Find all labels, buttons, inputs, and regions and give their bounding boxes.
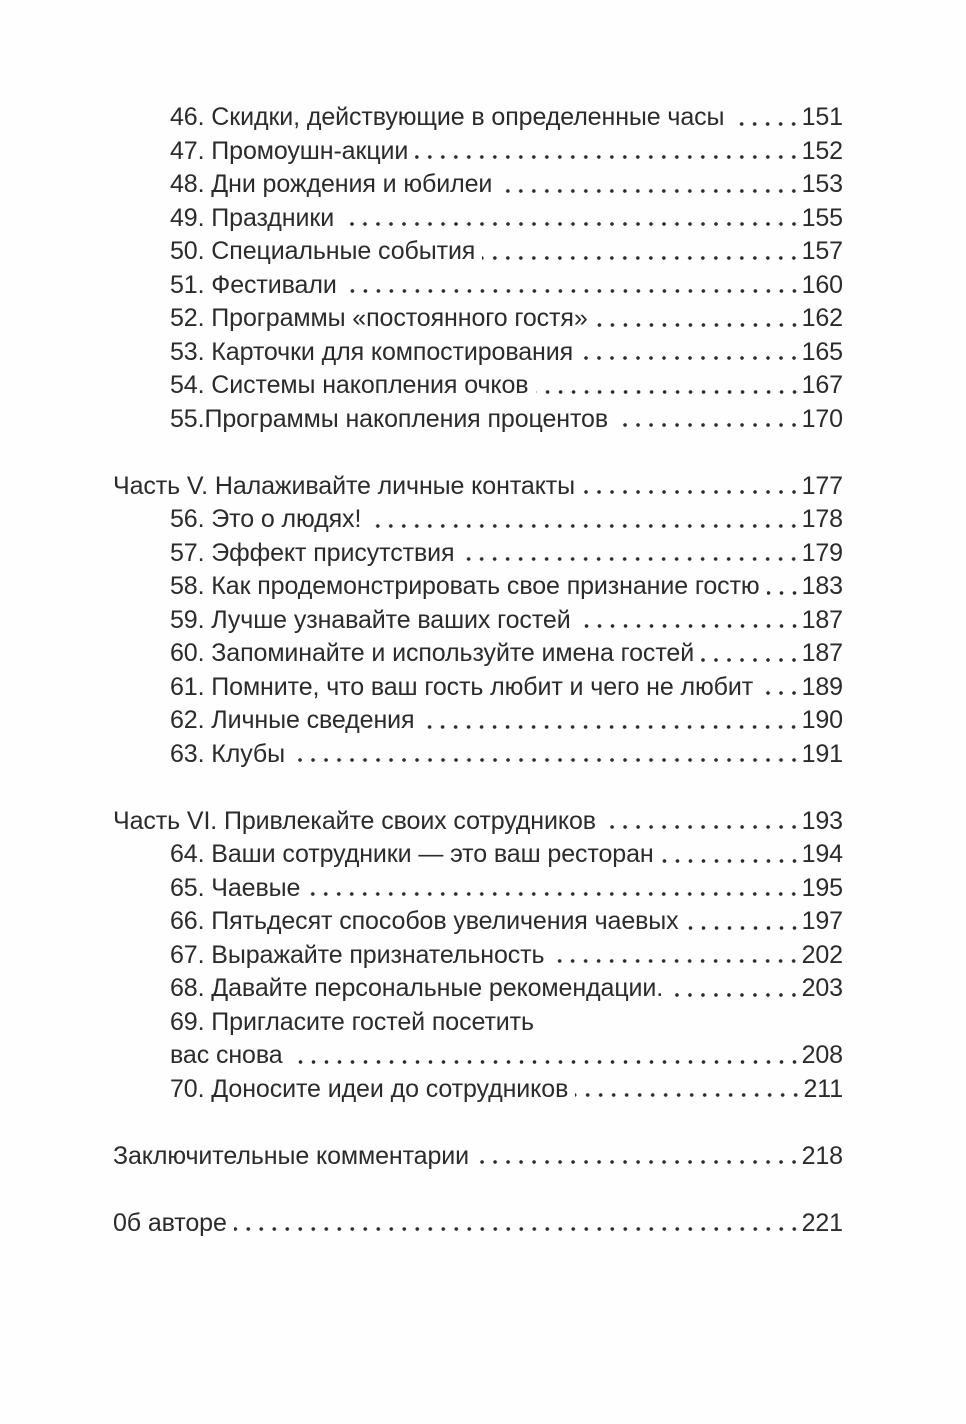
dot-leader	[476, 1160, 801, 1164]
toc-row-backmatter	[113, 1140, 843, 1174]
toc-entry-title: Часть VI. Привлекайте своих сотрудников	[113, 806, 596, 835]
toc-page-number: 152	[801, 136, 843, 165]
toc-entry-title: 69. Пригласите гостей посетить	[170, 1007, 534, 1036]
dot-leader	[575, 1093, 802, 1097]
dot-leader	[603, 825, 801, 829]
toc-entry-title: 55.Программы накопления процентов	[170, 404, 609, 433]
toc-row-chapter	[113, 838, 843, 872]
dot-leader	[234, 1227, 801, 1231]
toc-page-number: 208	[801, 1041, 843, 1069]
dot-leader	[368, 524, 800, 528]
toc-entry-title: 64. Ваши сотрудники — это ваш ресторан	[170, 840, 654, 868]
dot-leader	[701, 658, 801, 662]
toc-page-number: 197	[801, 907, 843, 935]
dot-leader	[731, 122, 800, 126]
toc-page-number: 190	[801, 706, 843, 734]
toc-page-number: 211	[803, 1074, 843, 1103]
dot-leader	[580, 356, 801, 360]
toc-spacer	[113, 1173, 843, 1207]
toc-page-number: 195	[801, 873, 843, 902]
dot-leader	[582, 490, 801, 494]
dot-leader	[536, 390, 801, 394]
table-of-contents	[113, 101, 843, 1240]
dot-leader	[344, 289, 801, 293]
toc-page-number: 151	[801, 103, 843, 131]
toc-page-number: 155	[801, 203, 843, 232]
toc-page-number: 191	[801, 739, 843, 768]
toc-row-chapter	[113, 503, 843, 537]
toc-row-chapter	[113, 570, 843, 604]
dot-leader	[595, 323, 801, 327]
toc-entry-title: 58. Как продемонстрировать свое признание гостю	[170, 572, 760, 600]
toc-entry-title: 54. Системы накопления очков	[170, 371, 529, 399]
toc-entry-title: 70. Доносите идеи до сотрудников	[170, 1074, 569, 1103]
toc-page-number: 189	[801, 672, 843, 701]
dot-leader	[760, 691, 801, 695]
dot-leader	[461, 557, 800, 561]
toc-page-number: 153	[801, 170, 843, 198]
dot-leader	[482, 256, 800, 260]
toc-row-chapter	[113, 905, 843, 939]
toc-row-backmatter	[113, 1207, 843, 1241]
dot-leader	[670, 993, 800, 997]
toc-page-number: 167	[801, 371, 843, 399]
toc-entry-title: 48. Дни рождения и юбилеи	[170, 170, 493, 198]
dot-leader	[686, 926, 801, 930]
toc-row-chapter	[113, 738, 843, 772]
toc-entry-title: 61. Помните, что ваш гость любит и чего не любит	[170, 672, 754, 701]
toc-page-number: 193	[801, 806, 843, 835]
toc-row-chapter	[113, 1073, 843, 1107]
dot-leader	[341, 222, 801, 226]
toc-entry-title: 50. Специальные события	[170, 237, 476, 265]
toc-page-number: 162	[801, 304, 843, 332]
toc-entry-title: вас снова	[170, 1041, 283, 1069]
toc-row-chapter	[113, 302, 843, 336]
toc-entry-title: 68. Давайте персональные рекомендации.	[170, 974, 664, 1002]
toc-entry-title: 60. Запоминайте и используйте имена гостей	[170, 639, 695, 667]
dot-leader	[767, 591, 801, 595]
toc-entry-title: 0б авторе	[113, 1208, 227, 1237]
toc-spacer	[113, 771, 843, 805]
toc-page-number: 194	[801, 840, 843, 868]
toc-page-number: 221	[801, 1208, 843, 1237]
toc-entry-title: 59. Лучше узнавайте ваших гостей	[170, 605, 571, 634]
toc-page-number: 179	[801, 538, 843, 567]
toc-row-chapter	[113, 336, 843, 370]
toc-entry-title: 46. Скидки, действующие в определенные часы	[170, 103, 725, 131]
toc-row-chapter	[113, 604, 843, 638]
toc-entry-title: Часть V. Налаживайте личные контакты	[113, 471, 576, 500]
toc-entry-title: 52. Программы «постоянного гостя»	[170, 304, 588, 332]
toc-entry-title: 49. Праздники	[170, 203, 335, 232]
toc-row-chapter	[113, 671, 843, 705]
dot-leader	[415, 155, 800, 159]
toc-row-continuation	[113, 1039, 843, 1073]
dot-leader	[421, 725, 800, 729]
toc-row-chapter	[113, 168, 843, 202]
toc-page-number: 170	[801, 404, 843, 433]
toc-entry-title: 53. Карточки для компостирования	[170, 337, 574, 366]
dot-leader	[615, 423, 801, 427]
toc-page-number: 157	[801, 237, 843, 265]
toc-page-number: 202	[801, 940, 843, 969]
toc-entry-title: 51. Фестивали	[170, 270, 337, 299]
toc-page-number: 203	[801, 974, 843, 1002]
dot-leader	[551, 959, 800, 963]
toc-entry-title: 56. Это о людях!	[170, 505, 362, 533]
toc-row-chapter	[113, 872, 843, 906]
dot-leader	[578, 624, 801, 628]
toc-row-chapter	[113, 369, 843, 403]
toc-entry-title: 66. Пятьдесят способов увеличения чаевых	[170, 907, 679, 935]
toc-page-number: 187	[801, 639, 843, 667]
toc-entry-title: Заключительные комментарии	[113, 1141, 469, 1170]
toc-row-chapter	[113, 704, 843, 738]
toc-row-chapter	[113, 235, 843, 269]
toc-row-chapter	[113, 202, 843, 236]
dot-leader	[292, 758, 801, 762]
toc-row-chapter	[113, 403, 843, 437]
toc-row-chapter	[113, 972, 843, 1006]
toc-row-part	[113, 805, 843, 839]
toc-page-number: 165	[801, 337, 843, 366]
toc-entry-title: 47. Промоушн-акции	[170, 136, 409, 165]
dot-leader	[290, 1060, 801, 1064]
toc-page-number: 178	[801, 505, 843, 533]
toc-entry-title: 65. Чаевые	[170, 873, 301, 902]
toc-row-chapter	[113, 537, 843, 571]
toc-page-number: 177	[801, 471, 843, 500]
toc-row-chapter-nopage	[113, 1006, 843, 1040]
toc-entry-title: 63. Клубы	[170, 739, 286, 768]
toc-row-part	[113, 470, 843, 504]
dot-leader	[661, 859, 801, 863]
toc-page-number: 187	[801, 605, 843, 634]
toc-entry-title: 57. Эффект присутствия	[170, 538, 455, 567]
dot-leader	[307, 892, 800, 896]
toc-entry-title: 67. Выражайте признательность	[170, 940, 545, 969]
toc-spacer	[113, 1106, 843, 1140]
toc-row-chapter	[113, 637, 843, 671]
dot-leader	[499, 189, 800, 193]
toc-spacer	[113, 436, 843, 470]
toc-row-chapter	[113, 269, 843, 303]
toc-page-number: 183	[801, 572, 843, 600]
toc-page-number: 160	[801, 270, 843, 299]
toc-entry-title: 62. Личные сведения	[170, 706, 415, 734]
toc-row-chapter	[113, 101, 843, 135]
toc-row-chapter	[113, 135, 843, 169]
toc-row-chapter	[113, 939, 843, 973]
toc-page-number: 218	[801, 1141, 843, 1170]
